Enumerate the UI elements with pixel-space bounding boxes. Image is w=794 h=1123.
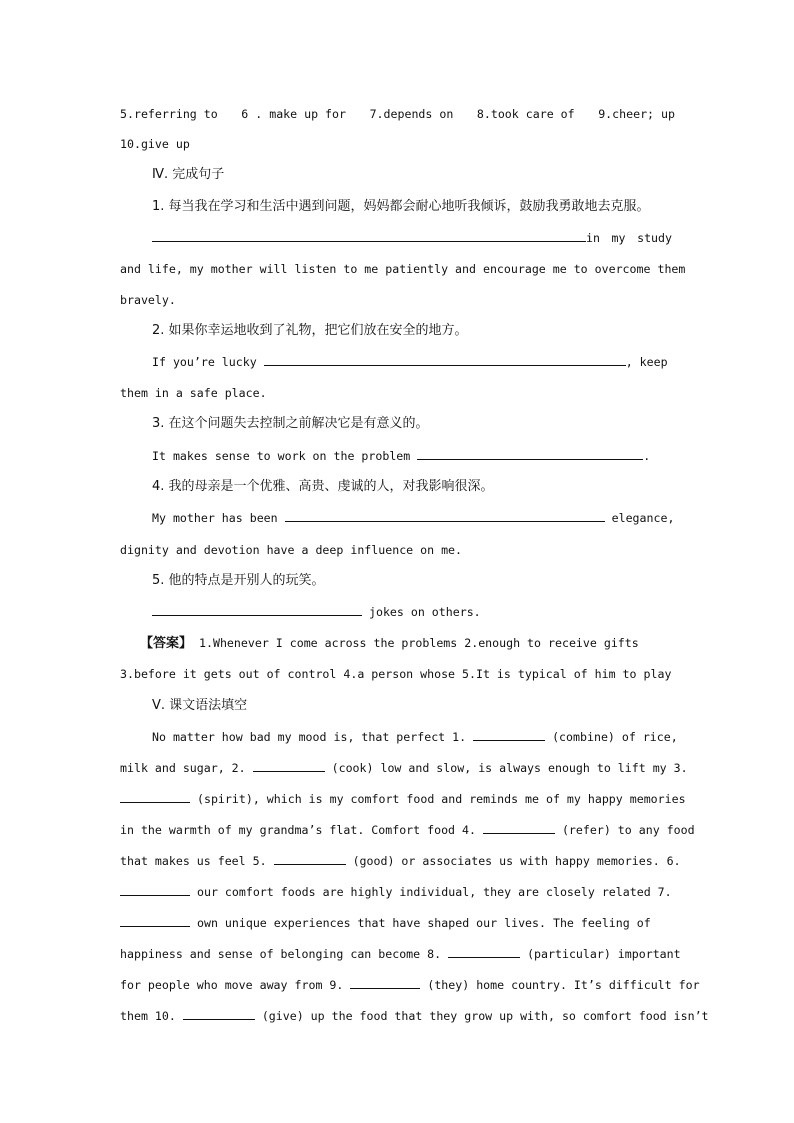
sentence-text: elegance,: [611, 511, 675, 525]
passage-text: that makes us feel 5.: [120, 854, 267, 868]
passage-line: [120, 944, 681, 964]
sentence-text: jokes on others.: [368, 605, 481, 619]
answer-line-10: 10.give up: [120, 137, 190, 151]
answer-item: 8.took care of: [476, 107, 575, 121]
answer-blank[interactable]: [152, 602, 362, 616]
fill-blank-4[interactable]: [483, 820, 555, 834]
question-en: dignity and devotion have a deep influence on me.: [120, 543, 463, 557]
passage-text: for people who move away from 9.: [120, 978, 344, 992]
passage-text: in the warmth of my grandma’s flat. Comfort food 4.: [120, 823, 476, 837]
sentence-text: in my study: [586, 231, 672, 245]
passage-line: [120, 758, 688, 778]
passage-text: (give) up the food that they grow up with, so comfort food isn’t: [261, 1009, 709, 1023]
passage-text: (good) or associates us with happy memories. 6.: [352, 854, 681, 868]
passage-line: [120, 851, 681, 871]
passage-text: them 10.: [120, 1009, 176, 1023]
answer-text: 1.Whenever I come across the problems 2.enough to receive gifts: [199, 636, 639, 650]
sentence-text: , keep: [625, 355, 668, 369]
question-en: [152, 352, 675, 372]
fill-blank-7[interactable]: [120, 913, 190, 927]
answer-blank[interactable]: [264, 352, 626, 366]
answer-blank[interactable]: [285, 508, 605, 522]
passage-text: (particular) important: [527, 947, 681, 961]
answer-item: 9.cheer; up: [598, 107, 675, 121]
passage-line: [120, 789, 686, 809]
passage-text: (refer) to any food: [561, 823, 695, 837]
sentence-text: If you’re lucky: [152, 355, 257, 369]
fill-blank-1[interactable]: [473, 727, 545, 741]
fill-blank-10[interactable]: [183, 1006, 255, 1020]
fill-blank-3[interactable]: [120, 789, 190, 803]
fill-blank-8[interactable]: [448, 944, 520, 958]
fill-blank-6[interactable]: [120, 882, 190, 896]
sentence-text: My mother has been: [152, 511, 278, 525]
answer-item: 6 . make up for: [241, 107, 346, 121]
question-en: [152, 228, 675, 248]
fill-blank-5[interactable]: [274, 851, 346, 865]
answer-key-line: [140, 633, 675, 654]
passage-line: [120, 1006, 709, 1026]
question-zh: 3. 在这个问题失去控制之前解决它是有意义的。: [152, 416, 429, 431]
question-zh: 1. 每当我在学习和生活中遇到问题，妈妈都会耐心地听我倾诉，鼓励我勇敢地去克服。: [152, 199, 650, 214]
question-zh: 5. 他的特点是开别人的玩笑。: [152, 573, 325, 588]
sentence-text: .: [643, 449, 651, 463]
passage-line: [120, 820, 695, 840]
question-en: [152, 602, 675, 622]
answer-blank[interactable]: [417, 446, 643, 460]
question-en: [152, 446, 675, 466]
passage-line: [120, 975, 700, 995]
question-en: bravely.: [120, 293, 176, 307]
fill-blank-2[interactable]: [253, 758, 325, 772]
passage-text: (they) home country. It’s difficult for: [427, 978, 700, 992]
passage-text: our comfort foods are highly individual, they are closely related 7.: [196, 885, 672, 899]
answer-label: 【答案】: [140, 636, 193, 651]
passage-text: milk and sugar, 2.: [120, 761, 246, 775]
section-title: Ⅳ. 完成句子: [152, 167, 225, 182]
passage-text: (spirit), which is my comfort food and reminds me of my happy memories: [196, 792, 686, 806]
sentence-text: It makes sense to work on the problem: [152, 449, 411, 463]
fill-blank-9[interactable]: [350, 975, 420, 989]
question-en: and life, my mother will listen to me patiently and encourage me to overcome them: [120, 262, 686, 276]
answer-item: 5.referring to: [120, 107, 218, 121]
question-zh: 2. 如果你幸运地收到了礼物，把它们放在安全的地方。: [152, 323, 468, 338]
passage-text: (cook) low and slow, is always enough to lift my 3.: [331, 761, 688, 775]
answer-blank[interactable]: [152, 228, 586, 242]
passage-line: [152, 727, 678, 747]
passage-text: (combine) of rice,: [552, 730, 678, 744]
passage-line: [120, 882, 675, 902]
passage-text: own unique experiences that have shaped our lives. The feeling of: [196, 916, 651, 930]
question-zh: 4. 我的母亲是一个优雅、高贵、虔诚的人，对我影响很深。: [152, 479, 494, 494]
answer-line-5-9: [120, 104, 675, 124]
section-title: Ⅴ. 课文语法填空: [152, 698, 248, 713]
passage-line: [120, 913, 675, 933]
answer-key-line: 3.before it gets out of control 4.a person whose 5.It is typical of him to play: [120, 667, 672, 681]
passage-text: No matter how bad my mood is, that perfect 1.: [152, 730, 467, 744]
answer-item: 7.depends on: [369, 107, 454, 121]
question-en: [152, 508, 675, 528]
question-en: them in a safe place.: [120, 386, 267, 400]
passage-text: happiness and sense of belonging can become 8.: [120, 947, 442, 961]
